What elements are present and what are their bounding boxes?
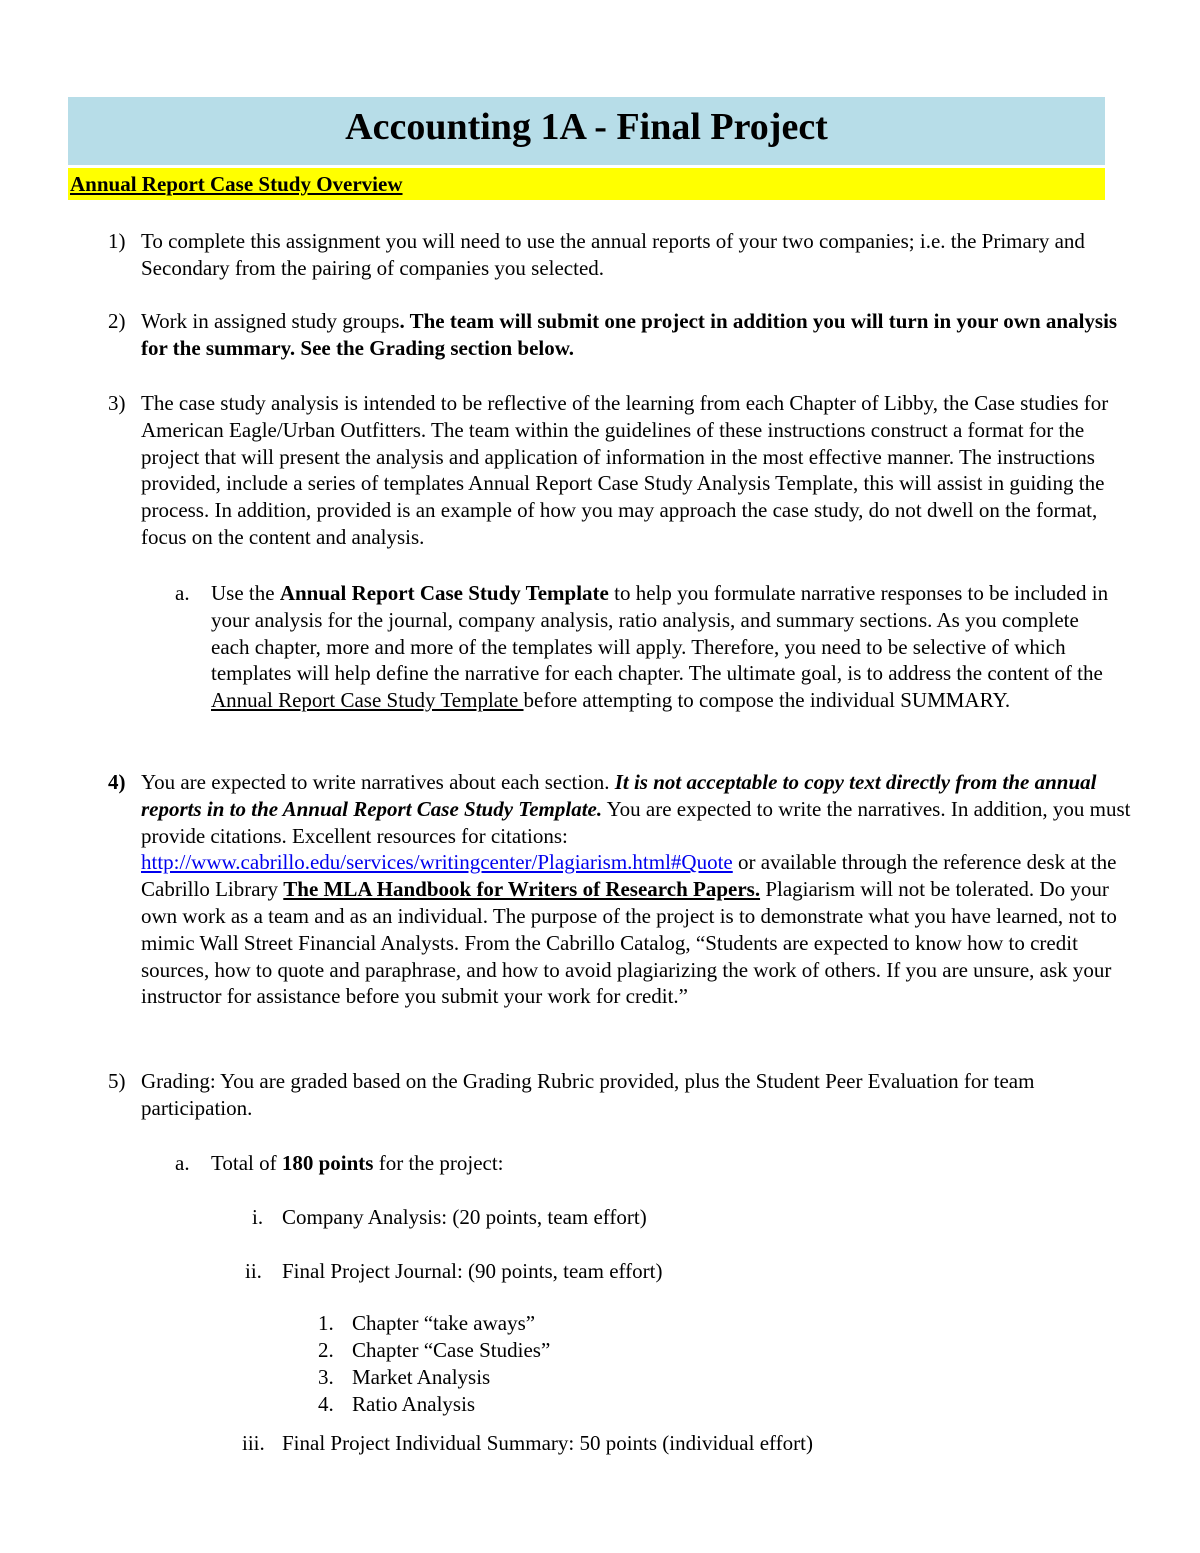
item-text: to help you formulate narrative responses to be included in your analysis for the journal, company analysis, ratio analysis, and summary sections. As you complete each chapter, more and more of the templates will apply. Therefore, you need to be selective of which templates will help define the narrative for each chapter. The ultimate goal, is to address the content of the	[211, 581, 1109, 686]
grading-component: Company Analysis: (20 points, team effort)	[282, 1205, 647, 1229]
roman-numeral: ii.	[245, 1259, 262, 1283]
sub-list-item	[211, 580, 1121, 714]
journal-part: Ratio Analysis	[352, 1392, 476, 1416]
journal-part: Chapter “take aways”	[352, 1311, 536, 1335]
sub-item-number: 3.	[318, 1365, 334, 1389]
item-text: You are expected to write narratives about each section.	[141, 770, 615, 794]
roman-numeral: iii.	[242, 1431, 265, 1455]
list-item: To complete this assignment you will need to use the annual reports of your two companies; i.e. the Primary and Secondary from the pairing of companies you selected.	[141, 229, 1085, 280]
journal-part: Chapter “Case Studies”	[352, 1338, 551, 1362]
item-text: You are expected to write the narratives. In addition, you must provide citations. Excellent resources for citations:	[141, 796, 1131, 848]
list-item	[141, 769, 1131, 1010]
section-heading: Annual Report Case Study Overview	[70, 172, 403, 196]
grading-component: Final Project Individual Summary: 50 points (individual effort)	[282, 1431, 813, 1455]
item-text: or available through the reference desk at the Cabrillo Library	[141, 850, 1117, 902]
list-item: The case study analysis is intended to be reflective of the learning from each Chapter of Libby, the Case studies for American Eagle/Urban Outfitters. The team within the guidelines of these instructions construct a format for the project that will present the analysis and application of information in the most effective manner. The instructions provided, include a series of templates Annual Report Case Study Analysis Template, this will assist in guiding the process. In addition, provided is an example of how you may approach the case study, do not dwell on the format, focus on the content and analysis.	[141, 391, 1109, 549]
template-reference: Annual Report Case Study Template	[211, 688, 524, 713]
title-band	[68, 97, 1105, 165]
item-bold-text: . The team will submit one project in addition you will turn in your own analysis for the summary. See the Grading section below.	[141, 309, 1118, 360]
item-number: 2)	[108, 309, 126, 333]
grading-component: Final Project Journal: (90 points, team effort)	[282, 1259, 663, 1283]
template-name: Annual Report Case Study Template	[279, 581, 609, 605]
warning-text: It is not acceptable to copy text directly from the annual reports in to the Annual Report Case Study Template.	[141, 770, 1097, 821]
sub-item-letter: a.	[175, 581, 190, 605]
journal-part: Market Analysis	[352, 1365, 491, 1389]
plagiarism-link[interactable]: http://www.cabrillo.edu/services/writingcenter/Plagiarism.html#Quote	[141, 850, 733, 875]
sub-item-letter: a.	[175, 1151, 190, 1175]
sub-list-item	[211, 1150, 1111, 1177]
total-points: 180 points	[281, 1151, 374, 1175]
item-text: for the project:	[373, 1151, 504, 1175]
item-text: Use the	[211, 581, 280, 605]
item-text: Plagiarism will not be tolerated. Do your own work as a team and as an individual. The purpose of the project is to demonstrate what you have learned, not to mimic Wall Street Financial Analysts. From the Cabrillo Catalog, “Students are expected to know how to credit sources, how to quote and paraphrase, and how to avoid plagiarizing the work of others. If you are unsure, ask your instructor for assistance before you submit your work for credit.”	[141, 877, 1117, 1009]
list-item: Grading: You are graded based on the Grading Rubric provided, plus the Student Peer Evaluation for team participation.	[141, 1069, 1035, 1120]
item-number: 5)	[108, 1069, 126, 1093]
item-text: Total of	[211, 1151, 282, 1175]
page-title: Accounting 1A - Final Project	[345, 106, 828, 148]
item-text: before attempting to compose the individual SUMMARY.	[523, 688, 1011, 713]
mla-handbook-title: The MLA Handbook for Writers of Research Papers.	[283, 877, 761, 902]
item-text: Work in assigned study groups	[141, 309, 400, 333]
sub-item-number: 4.	[318, 1392, 334, 1416]
item-number: 3)	[108, 391, 126, 415]
item-number: 4)	[108, 770, 126, 794]
sub-item-number: 2.	[318, 1338, 334, 1362]
item-number: 1)	[108, 229, 126, 253]
overview-band	[68, 168, 1105, 200]
sub-item-number: 1.	[318, 1311, 334, 1335]
roman-numeral: i.	[252, 1205, 264, 1229]
list-item	[141, 308, 1126, 362]
